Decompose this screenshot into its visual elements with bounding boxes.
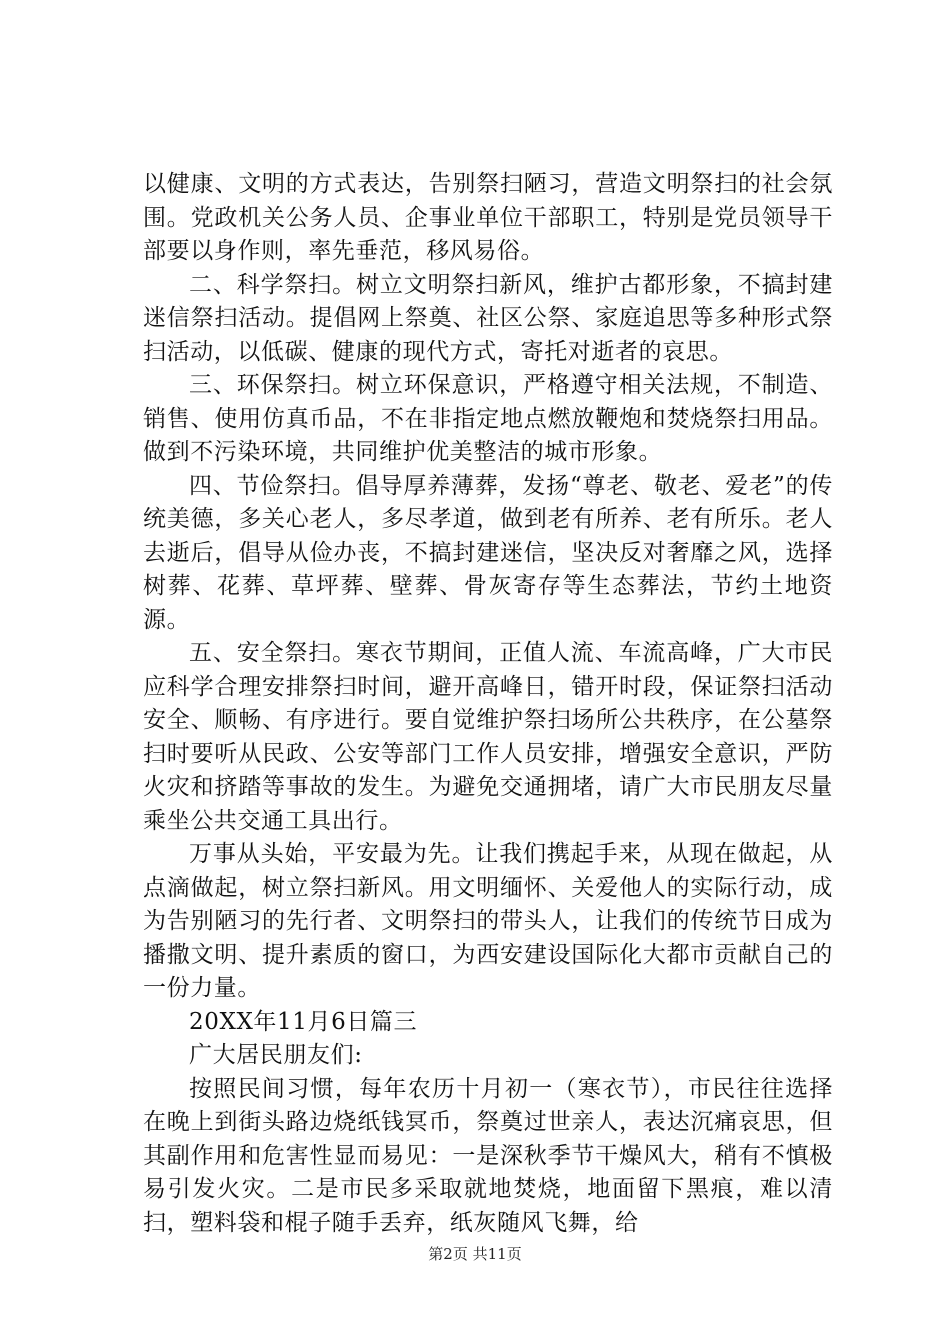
paragraph-date-section: 20XX年11月6日篇三 (189, 1008, 418, 1035)
paragraph-custom-description: 按照民间习惯，每年农历十月初一（寒衣节），市民往往选择在晚上到街头路边烧纸钱冥币，祭奠过世亲人，表达沉痛哀思，但其副作用和危害性显而易见：一是深秋季节干燥风大，稍有不慎极易引发火灾。二是市民多采取就地焚烧，地面留下黑痕，难以清扫，塑料袋和棍子随手丢弃，纸灰随风飞舞，给 (143, 1075, 833, 1236)
paragraph-salutation: 广大居民朋友们: (189, 1042, 363, 1068)
document-body (143, 168, 833, 1240)
paragraph-eco-sweeping: 三、环保祭扫。树立环保意识，严格遵守相关法规，不制造、销售、使用仿真币品，不在非指定地点燃放鞭炮和焚烧祭扫用品。做到不污染环境，共同维护优美整洁的城市形象。 (143, 372, 833, 465)
paragraph-closing-call: 万事从头始，平安最为先。让我们携起手来，从现在做起，从点滴做起，树立祭扫新风。用文明缅怀、关爱他人的实际行动，成为告别陋习的先行者、文明祭扫的带头人，让我们的传统节日成为播撒文明、提升素质的窗口，为西安建设国际化大都市贡献自己的一份力量。 (143, 841, 833, 1001)
paragraph-scientific-sweeping: 二、科学祭扫。树立文明祭扫新风，维护古都形象，不搞封建迷信祭扫活动。提倡网上祭奠、社区公祭、家庭追思等多种形式祭扫活动，以低碳、健康的现代方式，寄托对逝者的哀思。 (143, 271, 833, 365)
paragraph-frugal-sweeping: 四、节俭祭扫。倡导厚养薄葬，发扬“尊老、敬老、爱老”的传统美德，多关心老人，多尽孝道，做到老有所养、老有所乐。老人去逝后，倡导从俭办丧，不搞封建迷信，坚决反对奢靡之风，选择树葬、花葬、草坪葬、壁葬、骨灰寄存等生态葬法，节约土地资源。 (143, 472, 833, 633)
page-number-footer: 第2页 共11页 (428, 1245, 522, 1263)
paragraph-safe-sweeping: 五、安全祭扫。寒衣节期间，正值人流、车流高峰，广大市民应科学合理安排祭扫时间，避开高峰日，错开时段，保证祭扫活动安全、顺畅、有序进行。要自觉维护祭扫场所公共秩序，在公墓祭扫时要听从民政、公安等部门工作人员安排，增强安全意识，严防火灾和挤踏等事故的发生。为避免交通拥堵，请广大市民朋友尽量乘坐公共交通工具出行。 (143, 640, 833, 834)
paragraph-intro-continuation: 以健康、文明的方式表达，告别祭扫陋习，营造文明祭扫的社会氛围。党政机关公务人员、企事业单位干部职工，特别是党员领导干部要以身作则，率先垂范，移风易俗。 (143, 171, 833, 264)
